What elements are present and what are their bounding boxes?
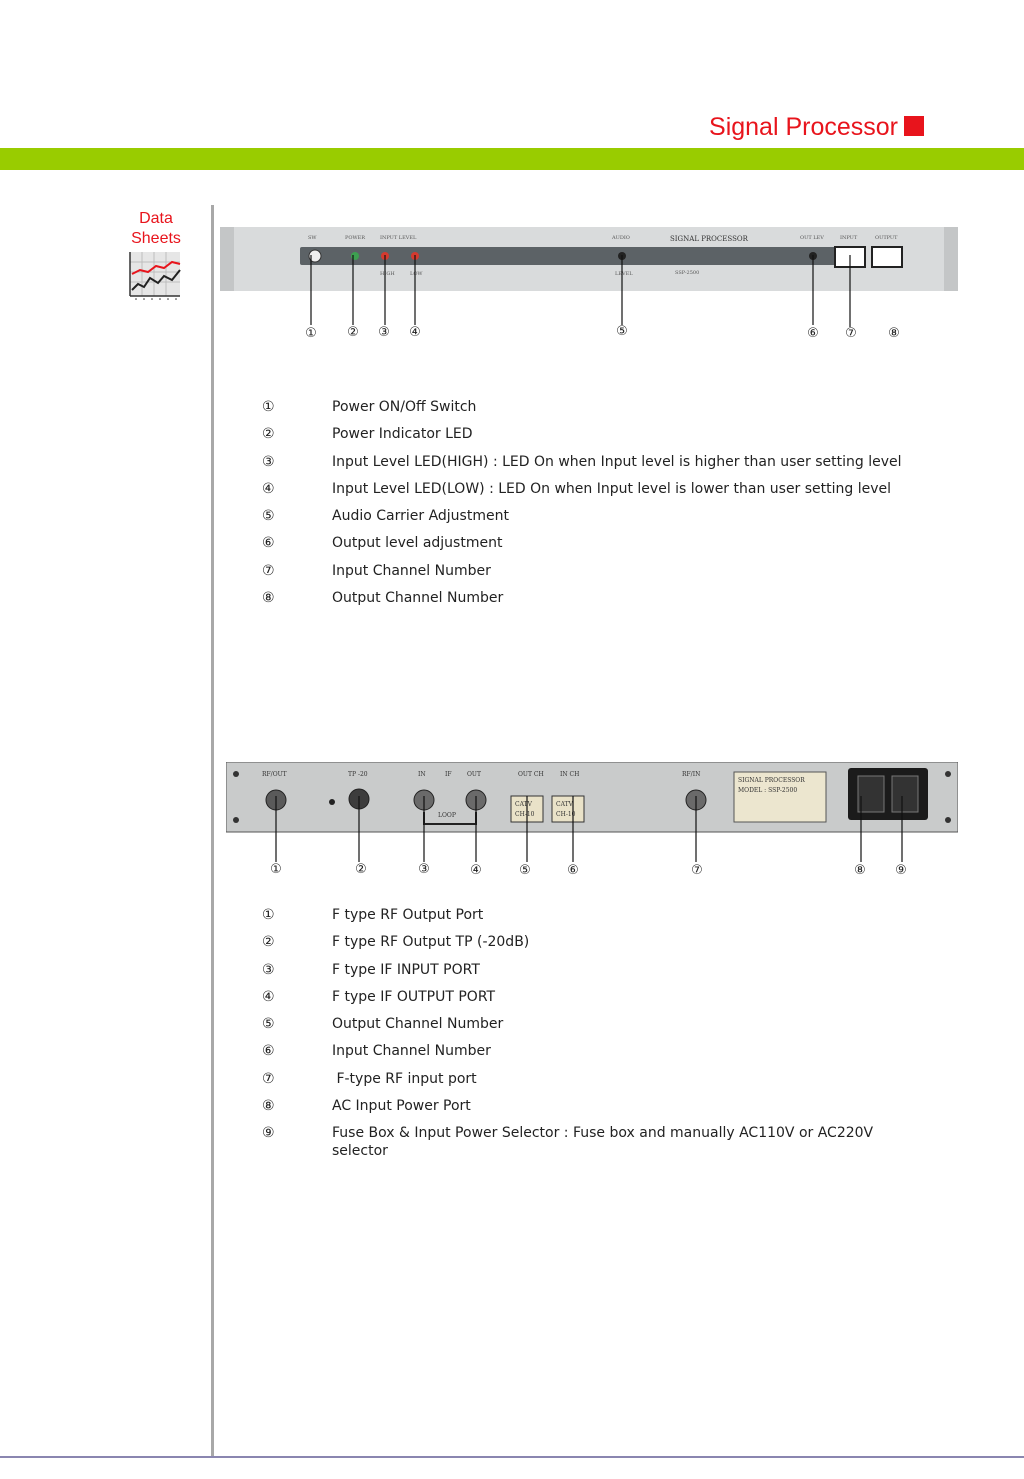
rear-callout-5: ⑤ [519, 863, 531, 878]
rp-plate-line1: SIGNAL PROCESSOR [738, 777, 805, 784]
rp-label-if: IF [445, 771, 452, 778]
sidebar-divider [211, 205, 214, 1457]
rear-callout-1: ① [270, 862, 282, 877]
fp-label-title: SIGNAL PROCESSOR [670, 235, 748, 243]
fp-label-level: LEVEL [615, 271, 633, 277]
fp-label-power: POWER [345, 235, 366, 241]
footer-line [0, 1456, 1024, 1458]
rear-callout-7: ⑦ [691, 863, 703, 878]
title-square-icon [904, 116, 924, 136]
front-callout-6: ⑥ [807, 326, 819, 341]
fp-label-input-level: INPUT LEVEL [380, 235, 417, 241]
front-callout-7: ⑦ [845, 326, 857, 341]
front-callout-3: ③ [378, 325, 390, 340]
fp-label-low: LOW [410, 271, 423, 277]
rear-callout-3: ③ [418, 862, 430, 877]
fp-label-sub: SSP-2500 [675, 270, 700, 276]
rp-label-catv-2: CATV [556, 801, 573, 808]
rp-label-out-ch: OUT CH [518, 771, 544, 778]
rp-label-in: IN [418, 771, 426, 778]
fp-label-out-lev: OUT LEV [800, 235, 824, 241]
data-sheets-line2: Sheets [131, 230, 181, 247]
rear-callout-2: ② [355, 862, 367, 877]
data-sheets-line1: Data [139, 210, 173, 227]
page-title [709, 113, 924, 142]
data-sheets-label [128, 209, 184, 249]
fp-label-input-ch: INPUT [840, 235, 858, 241]
page-title-text: Signal Processor [709, 113, 898, 141]
fp-label-high: HIGH [380, 271, 395, 277]
front-callout-8: ⑧ [888, 326, 900, 341]
front-callout-lines [220, 255, 958, 327]
front-callout-5: ⑤ [616, 324, 628, 339]
fp-label-sw: SW [308, 235, 317, 241]
fp-label-output-ch: OUTPUT [875, 235, 898, 241]
rp-label-catv-1: CATV [515, 801, 532, 808]
header-green-bar [0, 148, 1024, 170]
rp-label-ch10-2: CH-10 [556, 811, 576, 818]
rp-label-in-ch: IN CH [560, 771, 580, 778]
chart-icon [128, 250, 182, 300]
front-callout-2: ② [347, 325, 359, 340]
rear-callout-6: ⑥ [567, 863, 579, 878]
rear-callout-4: ④ [470, 863, 482, 878]
front-callout-1: ① [305, 326, 317, 341]
rp-label-tp: TP -20 [348, 771, 368, 778]
rp-label-rf-in: RF/IN [682, 771, 701, 778]
rp-label-rf-out: RF/OUT [262, 771, 287, 778]
rp-label-ch10-1: CH-10 [515, 811, 535, 818]
front-callout-4: ④ [409, 325, 421, 340]
rp-label-out: OUT [467, 771, 481, 778]
rp-label-loop: LOOP [438, 812, 456, 819]
fp-label-audio: AUDIO [612, 235, 630, 241]
rear-callout-lines [226, 796, 958, 864]
rear-callout-9: ⑨ [895, 863, 907, 878]
rp-plate-line2: MODEL : SSP-2500 [738, 787, 798, 794]
rear-callout-8: ⑧ [854, 863, 866, 878]
